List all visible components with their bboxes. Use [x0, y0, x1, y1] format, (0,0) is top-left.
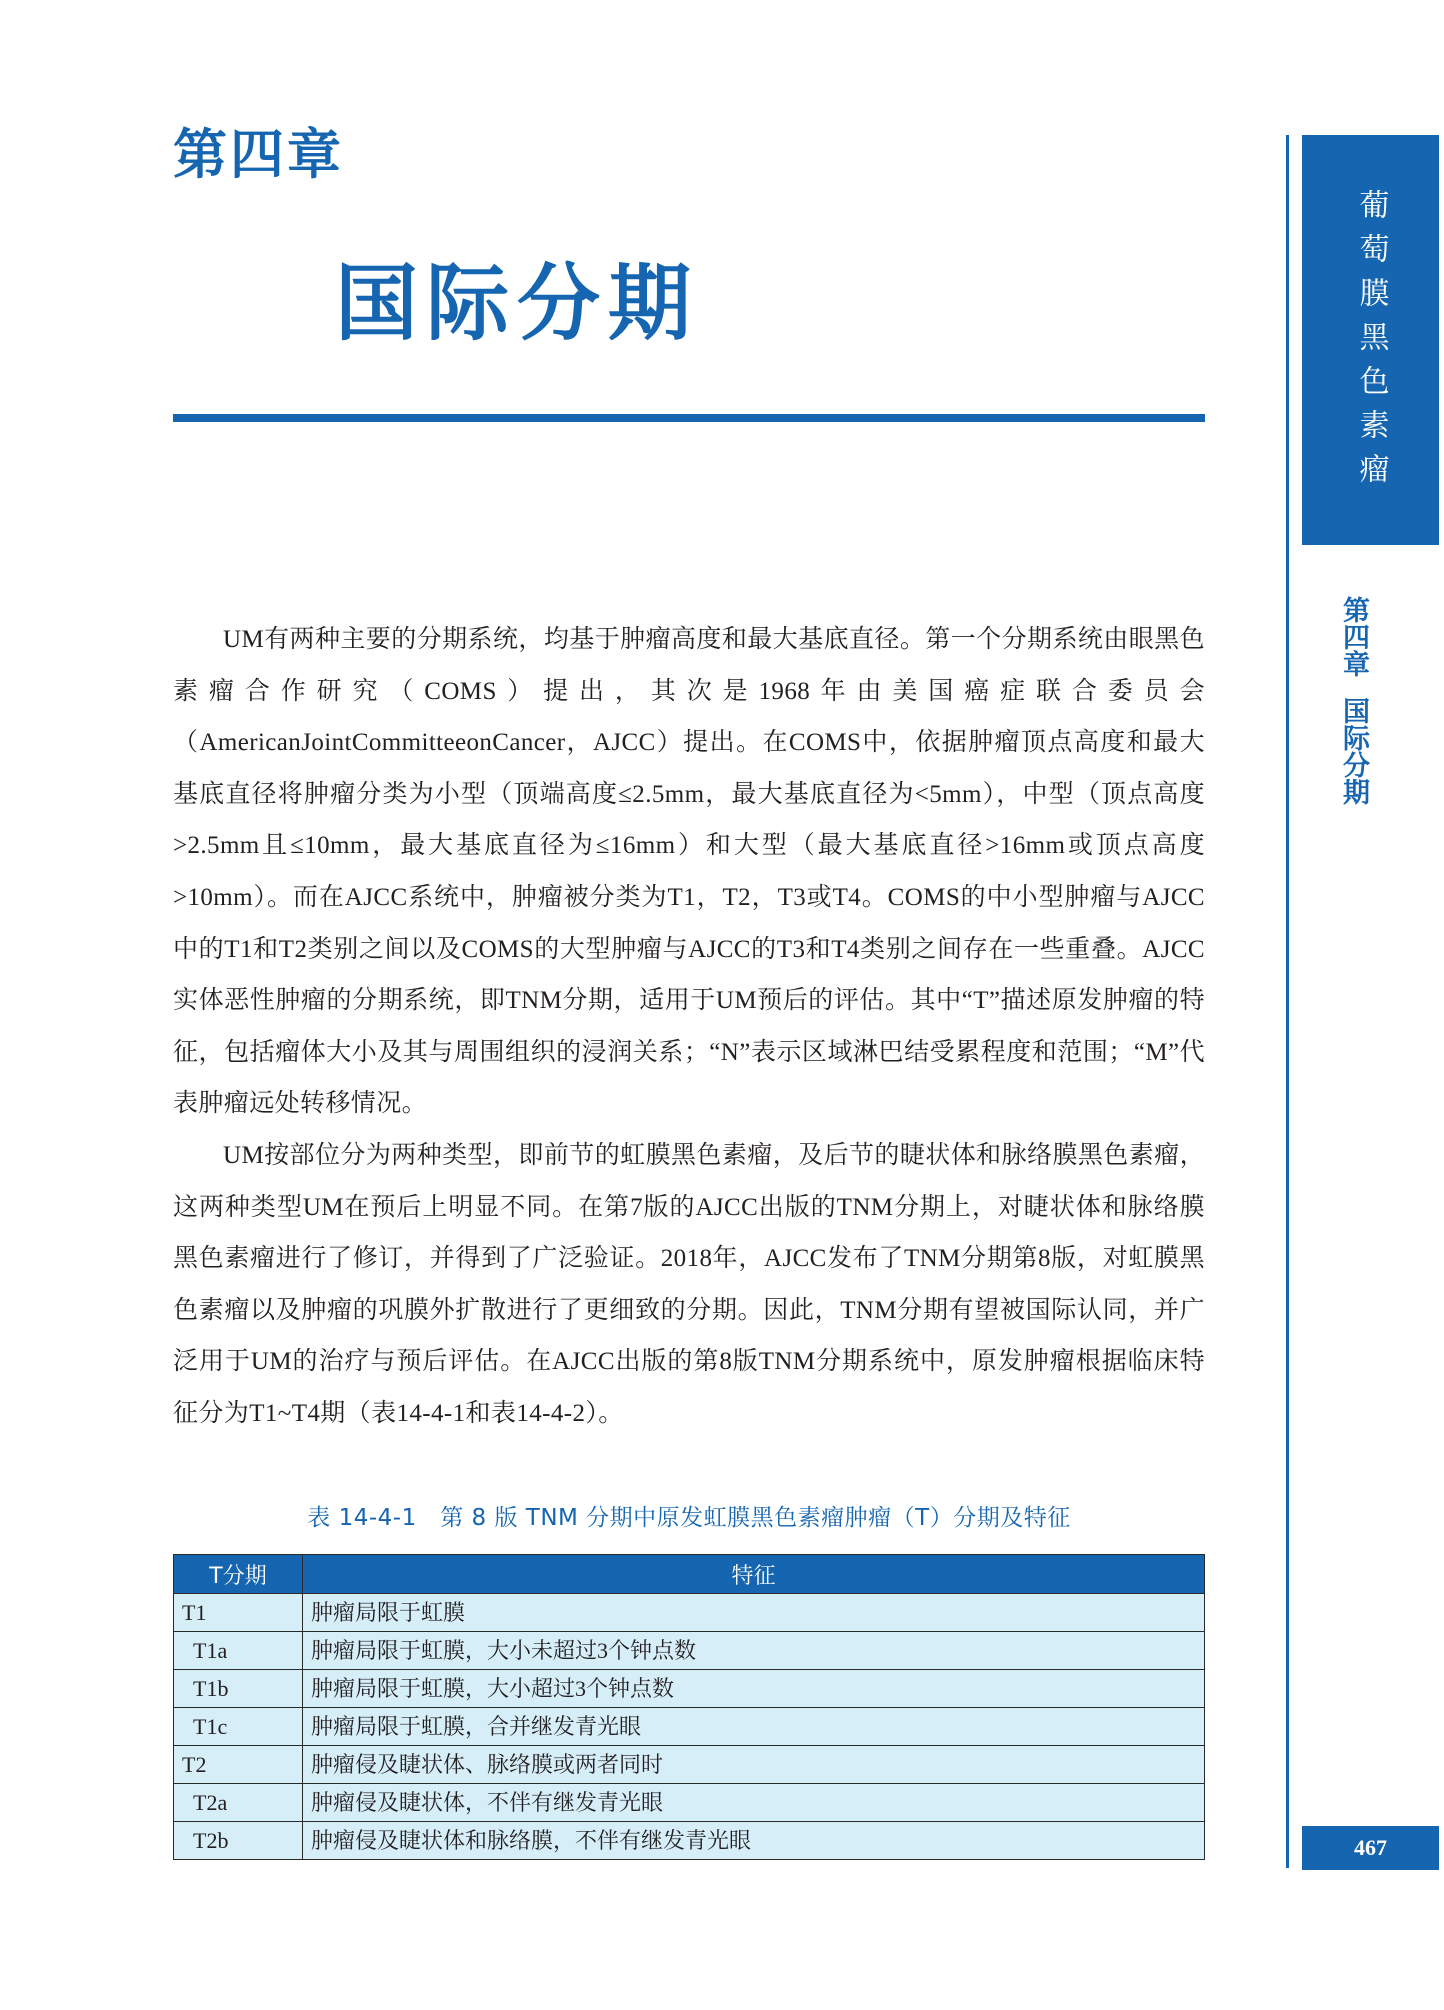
feature-cell: 肿瘤局限于虹膜	[303, 1594, 1205, 1632]
table-caption: 表 14-4-1 第 8 版 TNM 分期中原发虹膜黑色素瘤肿瘤（T）分期及特征	[307, 1505, 1071, 1531]
stage-cell: T1b	[174, 1670, 303, 1708]
header-feature: 特征	[303, 1555, 1205, 1594]
table-header-row	[174, 1555, 1205, 1594]
table-row	[174, 1594, 1205, 1632]
stage-cell: T1a	[174, 1632, 303, 1670]
feature-cell: 肿瘤局限于虹膜，合并继发青光眼	[303, 1708, 1205, 1746]
stage-cell: T2b	[174, 1822, 303, 1860]
side-tab-text: 葡萄膜黑色素瘤	[1353, 189, 1389, 497]
chapter-label: 第四章	[173, 123, 344, 186]
stage-cell: T2a	[174, 1784, 303, 1822]
title-rule	[173, 414, 1205, 422]
feature-cell: 肿瘤侵及睫状体、脉络膜或两者同时	[303, 1746, 1205, 1784]
page-number: 467	[1302, 1826, 1439, 1870]
paragraph: UM按部位分为两种类型，即前节的虹膜黑色素瘤，及后节的睫状体和脉络膜黑色素瘤，这两种类型UM在预后上明显不同。在第7版的AJCC出版的TNM分期上，对睫状体和脉络膜黑色素瘤进行了修订，并得到了广泛验证。2018年，AJCC发布了TNM分期第8版，对虹膜黑色素瘤以及肿瘤的巩膜外扩散进行了更细致的分期。因此，TNM分期有望被国际认同，并广泛用于UM的治疗与预后评估。在AJCC出版的第8版TNM分期系统中，原发肿瘤根据临床特征分为T1~T4期（表14-4-1和表14-4-2）。	[173, 1141, 1205, 1427]
stage-cell: T1c	[174, 1708, 303, 1746]
feature-cell: 肿瘤局限于虹膜，大小超过3个钟点数	[303, 1670, 1205, 1708]
table-row	[174, 1670, 1205, 1708]
feature-cell: 肿瘤侵及睫状体和脉络膜，不伴有继发青光眼	[303, 1822, 1205, 1860]
body-text	[173, 614, 1205, 1440]
chapter-title: 国际分期	[335, 255, 699, 352]
table-row	[174, 1632, 1205, 1670]
side-chapter-marker	[1340, 596, 1367, 805]
paragraph: UM有两种主要的分期系统，均基于肿瘤高度和最大基底直径。第一个分期系统由眼黑色素瘤合作研究（COMS）提出，其次是1968年由美国癌症联合委员会（AmericanJointCommitteeonCancer，AJCC）提出。在COMS中，依据肿瘤顶点高度和最大基底直径将肿瘤分类为小型（顶端高度≤2.5mm，最大基底直径为<5mm），中型（顶点高度>2.5mm且≤10mm，最大基底直径为≤16mm）和大型（最大基底直径>16mm或顶点高度>10mm）。而在AJCC系统中，肿瘤被分类为T1，T2，T3或T4。COMS的中小型肿瘤与AJCC中的T1和T2类别之间以及COMS的大型肿瘤与AJCC的T3和T4类别之间存在一些重叠。AJCC实体恶性肿瘤的分期系统，即TNM分期，适用于UM预后的评估。其中“T”描述原发肿瘤的特征，包括瘤体大小及其与周围组织的浸润关系；“N”表示区域淋巴结受累程度和范围；“M”代表肿瘤远处转移情况。	[173, 626, 1205, 1118]
side-chapter-title-short: 国际分期	[1339, 697, 1369, 805]
tnm-table	[173, 1554, 1205, 1860]
table-row	[174, 1784, 1205, 1822]
side-rule	[1286, 135, 1289, 1868]
table-row	[174, 1822, 1205, 1860]
stage-cell: T2	[174, 1746, 303, 1784]
table-row	[174, 1746, 1205, 1784]
feature-cell: 肿瘤局限于虹膜，大小未超过3个钟点数	[303, 1632, 1205, 1670]
side-chapter-short: 第四章	[1339, 596, 1369, 677]
table-row	[174, 1708, 1205, 1746]
header-stage: T分期	[174, 1555, 303, 1594]
feature-cell: 肿瘤侵及睫状体，不伴有继发青光眼	[303, 1784, 1205, 1822]
stage-cell: T1	[174, 1594, 303, 1632]
side-tab	[1302, 135, 1439, 545]
